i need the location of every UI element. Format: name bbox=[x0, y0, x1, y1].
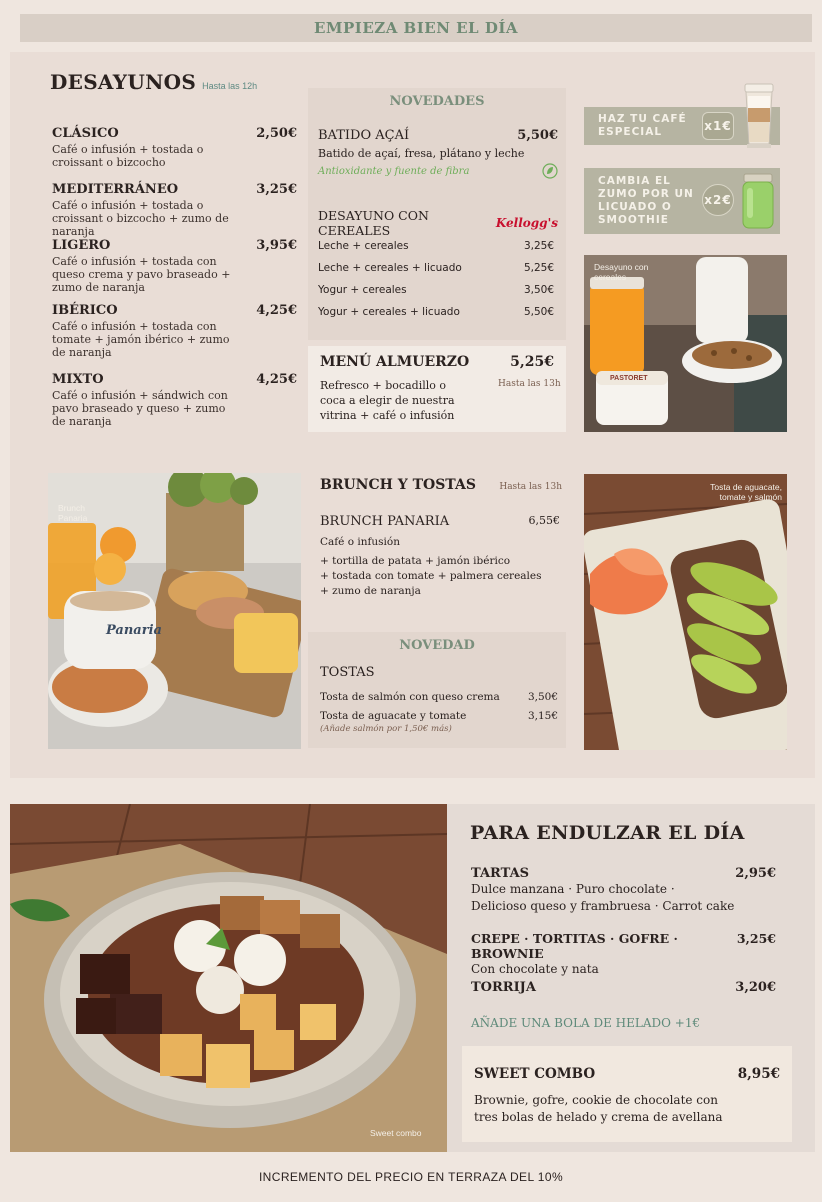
acai-item bbox=[318, 128, 558, 179]
kelloggs-logo: Kellogg's bbox=[495, 216, 558, 230]
brunch-hours: Hasta las 13h bbox=[499, 482, 562, 492]
item-price: 3,25€ bbox=[736, 931, 776, 946]
cereales-caption: Desayuno con cereales bbox=[594, 262, 649, 282]
row-price: 3,50€ bbox=[527, 691, 558, 703]
item-desc: Café o infusión + tostada con queso crema y pavo braseado + zumo de naranja bbox=[52, 255, 231, 294]
combo-desc: tres bolas de helado y crema de avellana bbox=[474, 1110, 723, 1124]
combo-price: 8,95€ bbox=[737, 1066, 780, 1082]
row-label: Leche + cereales + licuado bbox=[318, 262, 462, 274]
brunch-heading bbox=[320, 477, 562, 493]
acai-price: 5,50€ bbox=[517, 128, 558, 143]
item-name: CREPE · TORTITAS · GOFRE · BROWNIE bbox=[471, 931, 678, 961]
almuerzo-title: MENÚ ALMUERZO bbox=[320, 354, 470, 370]
tosta-caption: Tosta de aguacate, tomate y salmón bbox=[710, 482, 782, 502]
desayuno-item-ligero bbox=[52, 238, 297, 294]
novedades-box bbox=[308, 88, 566, 340]
desayunos-title: DESAYUNOS bbox=[50, 70, 197, 94]
acai-desc: Batido de açaí, fresa, plátano y leche bbox=[318, 147, 525, 160]
list-item bbox=[318, 262, 554, 284]
sweet-caption: Sweet combo bbox=[370, 1128, 422, 1138]
item-desc: Café o infusión + sándwich con pavo braseado y queso + zumo de naranja bbox=[52, 389, 228, 428]
endulzar-addon: AÑADE UNA BOLA DE HELADO +1€ bbox=[471, 1016, 701, 1030]
list-item bbox=[320, 688, 558, 707]
desayuno-item-clasico bbox=[52, 126, 297, 169]
item-name: CLÁSICO bbox=[52, 126, 119, 141]
brunch-panaria-item bbox=[320, 514, 560, 529]
brunch-caption: Brunch Panaria bbox=[58, 503, 88, 523]
item-desc: Café o infusión + tostada con tomate + jamón ibérico + zumo de naranja bbox=[52, 320, 230, 359]
desayuno-item-mediterraneo bbox=[52, 182, 297, 238]
novedades-title: NOVEDADES bbox=[389, 94, 485, 109]
item-name: MIXTO bbox=[52, 372, 104, 387]
yogurt-brand: PASTORET bbox=[610, 375, 648, 382]
promo-zumo-badge: x2€ bbox=[702, 184, 734, 216]
list-item bbox=[318, 240, 554, 262]
desayunos-heading bbox=[50, 70, 257, 94]
item-desc: Café o infusión + tostada o croissant o bizcocho bbox=[52, 143, 204, 169]
row-price: 3,25€ bbox=[523, 240, 554, 252]
brunch-item-price: 6,55€ bbox=[528, 514, 560, 527]
cereales-list bbox=[318, 240, 554, 328]
cereales-photo bbox=[584, 255, 787, 432]
brunch-line: + tortilla de patata + jamón ibérico bbox=[320, 555, 511, 567]
endulzar-item-tartas bbox=[471, 866, 776, 915]
brunch-line: Café o infusión bbox=[320, 536, 400, 548]
item-name: LIGERO bbox=[52, 238, 111, 253]
tostas-list bbox=[320, 688, 558, 726]
list-item bbox=[318, 284, 554, 306]
combo-name: SWEET COMBO bbox=[474, 1066, 596, 1082]
item-price: 2,50€ bbox=[256, 126, 297, 141]
header-band bbox=[20, 14, 812, 42]
leaf-icon bbox=[542, 163, 558, 179]
novedad-box bbox=[308, 632, 566, 748]
tosta-illustration bbox=[584, 474, 787, 750]
endulzar-item-crepe bbox=[471, 931, 776, 978]
coffee-glass-icon bbox=[742, 82, 776, 150]
item-price: 3,95€ bbox=[256, 238, 297, 253]
desayunos-hours: Hasta las 12h bbox=[202, 81, 258, 91]
combo-desc: Brownie, gofre, cookie de chocolate con bbox=[474, 1093, 718, 1107]
list-item bbox=[318, 306, 554, 328]
acai-name: BATIDO AÇAÍ bbox=[318, 128, 410, 143]
item-name: IBÉRICO bbox=[52, 303, 118, 318]
brunch-lines bbox=[320, 535, 560, 599]
cereales-title: DESAYUNO CON CEREALES bbox=[318, 208, 429, 238]
row-price: 3,50€ bbox=[523, 284, 554, 296]
desayuno-item-iberico bbox=[52, 303, 297, 359]
desayuno-item-mixto bbox=[52, 372, 297, 428]
item-price: 4,25€ bbox=[256, 372, 297, 387]
row-label: Leche + cereales bbox=[318, 240, 409, 252]
row-label: Yogur + cereales bbox=[318, 284, 407, 296]
acai-note: Antioxidante y fuente de fibra bbox=[318, 165, 470, 177]
item-price: 3,20€ bbox=[735, 980, 776, 995]
endulzar-title: PARA ENDULZAR EL DÍA bbox=[470, 822, 745, 844]
novedad-title: NOVEDAD bbox=[399, 638, 475, 653]
item-price: 2,95€ bbox=[735, 866, 776, 881]
cup-brand: Panaria bbox=[106, 623, 162, 638]
row-price: 5,25€ bbox=[523, 262, 554, 274]
brunch-line: + tostada con tomate + palmera cereales bbox=[320, 570, 542, 582]
brunch-line: + zumo de naranja bbox=[320, 585, 421, 597]
brunch-photo bbox=[48, 473, 301, 749]
item-price: 3,25€ bbox=[256, 182, 297, 197]
item-desc: Delicioso queso y frambruesa · Carrot cake bbox=[471, 899, 735, 913]
tostas-title: TOSTAS bbox=[320, 665, 375, 680]
promo-cafe-badge: x1€ bbox=[702, 112, 734, 140]
menu-almuerzo-box bbox=[308, 346, 566, 432]
footer-note: INCREMENTO DEL PRECIO EN TERRAZA DEL 10% bbox=[258, 1170, 564, 1184]
endulzar-item-torrija bbox=[471, 980, 776, 995]
smoothie-jar-icon bbox=[740, 172, 776, 230]
brunch-item-name: BRUNCH PANARIA bbox=[320, 514, 450, 529]
sweet-illustration bbox=[10, 804, 447, 1152]
item-price: 4,25€ bbox=[256, 303, 297, 318]
sweet-combo-box bbox=[462, 1046, 792, 1142]
row-price: 5,50€ bbox=[523, 306, 554, 318]
almuerzo-price: 5,25€ bbox=[510, 354, 554, 370]
item-desc: Dulce manzana · Puro chocolate · bbox=[471, 882, 675, 896]
almuerzo-desc: Refresco + bocadillo o coca a elegir de nuestra vitrina + café o infusión bbox=[320, 379, 455, 422]
almuerzo-hours: Hasta las 13h bbox=[498, 379, 561, 389]
header-title: EMPIEZA BIEN EL DÍA bbox=[313, 19, 518, 37]
tostas-note: (Añade salmón por 1,50€ más) bbox=[320, 724, 452, 734]
sweet-photo bbox=[10, 804, 447, 1152]
row-label: Tosta de aguacate y tomate bbox=[320, 710, 467, 722]
tosta-photo bbox=[584, 474, 787, 750]
promo-zumo-text: CAMBIA EL ZUMO POR UN LICUADO O SMOOTHIE bbox=[598, 175, 694, 226]
row-label: Yogur + cereales + licuado bbox=[318, 306, 460, 318]
item-desc: Con chocolate y nata bbox=[471, 962, 599, 976]
item-name: MEDITERRÁNEO bbox=[52, 182, 179, 197]
promo-cafe-text: HAZ TU CAFÉ ESPECIAL bbox=[598, 113, 687, 138]
brunch-title: BRUNCH Y TOSTAS bbox=[320, 477, 476, 493]
row-label: Tosta de salmón con queso crema bbox=[320, 691, 500, 703]
row-price: 3,15€ bbox=[527, 710, 558, 722]
item-name: TARTAS bbox=[471, 866, 530, 881]
item-desc: Café o infusión + tostada o croissant o bizcocho + zumo de naranja bbox=[52, 199, 229, 238]
item-name: TORRIJA bbox=[471, 980, 536, 995]
